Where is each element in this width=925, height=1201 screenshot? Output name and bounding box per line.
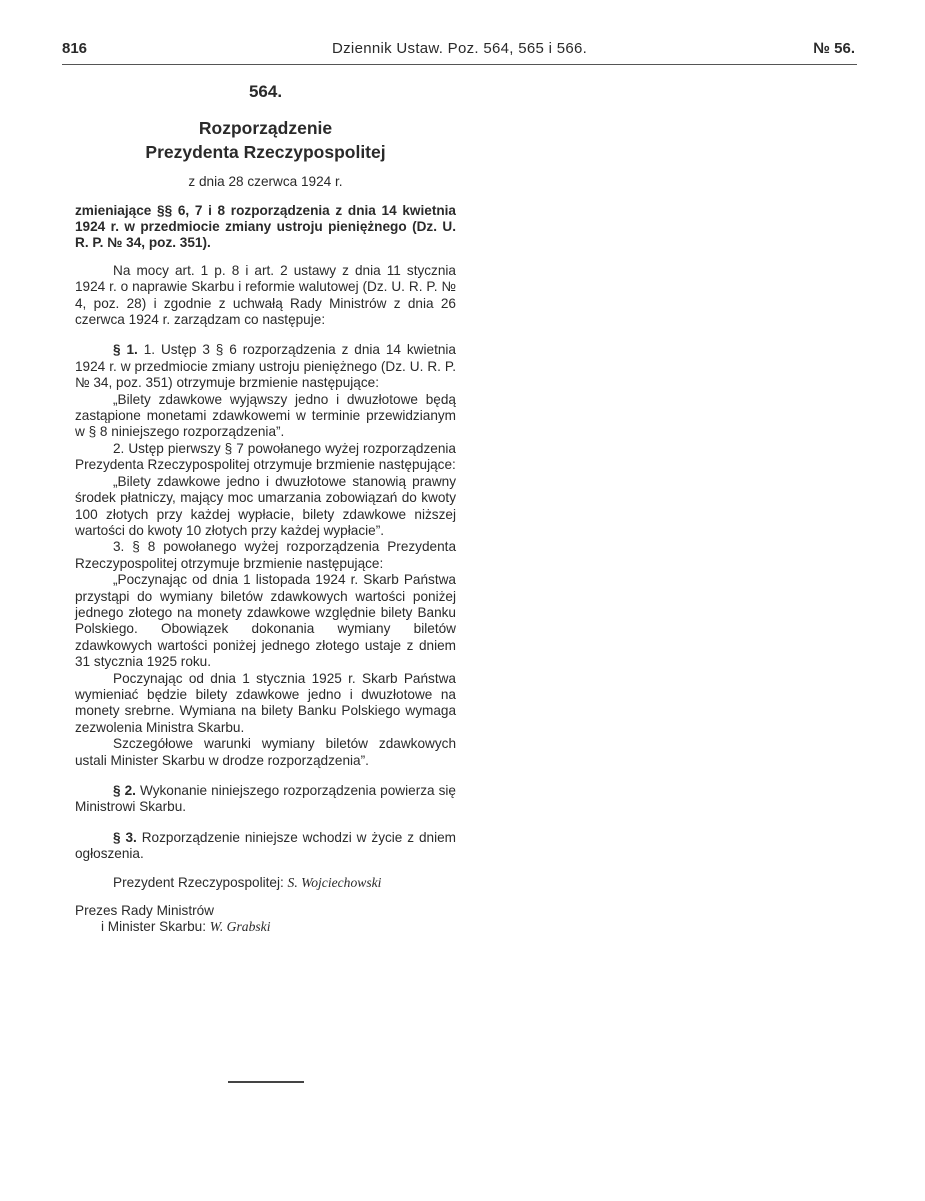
signature-pm-role-1: Prezes Rady Ministrów [75, 903, 214, 919]
signature-pm-role-line-2 [75, 919, 456, 935]
header-rule [62, 64, 857, 65]
section-2-text: Wykonanie niniejszego rozporządzenia powierza się Ministrowi Skarbu. [75, 783, 456, 815]
page-header [62, 40, 855, 62]
end-rule [228, 1081, 304, 1083]
title-line-1: Rozporządzenie [198, 118, 333, 139]
section-3-text: Rozporządzenie niniejsze wchodzi w życie z dniem ogłoszenia. [75, 829, 456, 862]
section-1-quote-3b: Poczynając od dnia 1 stycznia 1925 r. Skarb Państwa wymieniać będzie bilety zdawkowe jedno i dwuzłotowe na monety srebrne. Wymiana na bilety Banku Polskiego wymaga zezwolenia Ministra Skarbu. [75, 670, 456, 735]
section-1-para-2: 2. Ustęp pierwszy § 7 powołanego wyżej rozporządzenia Prezydenta Rzeczypospolitej otrzymuje brzmienie następujące: [75, 440, 456, 473]
document-date: z dnia 28 czerwca 1924 r. [188, 174, 343, 190]
section-3-label: § 3. [113, 829, 137, 845]
signature-pm-role-2: i Minister Skarbu: [101, 919, 207, 935]
preamble: Na mocy art. 1 p. 8 i art. 2 ustawy z dnia 11 stycznia 1924 r. o naprawie Skarbu i reformie walutowej (Dz. U. R. P. № 4, poz. 28) i zgodnie z uchwałą Rady Ministrów z dnia 26 czerwca 1924 r. zarządzam co następuje: [75, 262, 456, 328]
section-1-para-1-text: 1. Ustęp 3 § 6 rozporządzenia z dnia 14 kwietnia 1924 r. w przedmiocie zmiany ustroju pieniężnego (Dz. U. R. P. № 34, poz. 351) otrzymuje brzmienie następujące: [75, 342, 456, 391]
section-2-label: § 2. [113, 783, 136, 798]
section-3 [75, 830, 456, 863]
signature-president-name: S. Wojciechowski [287, 874, 382, 890]
document-subject: zmieniające §§ 6, 7 i 8 rozporządzenia z dnia 14 kwietnia 1924 r. w przedmiocie zmiany ustroju pieniężnego (Dz. U. R. P. № 34, poz. 351). [75, 202, 456, 250]
section-1-quote-2: „Bilety zdawkowe jedno i dwuzłotowe stanowią prawny środek płatniczy, mający moc umarzania zobowiązań do kwoty 100 złotych przy każdej wypłacie, bilety zdawkowe niższej wartości do kwoty 10 złotych przy każdej wypłacie”. [75, 473, 456, 538]
section-1-quote-3c: Szczegółowe warunki wymiany biletów zdawkowych ustali Minister Skarbu w drodze rozporządzenia”. [75, 736, 456, 768]
title-line-2: Prezydenta Rzeczypospolitej [145, 142, 386, 163]
signature-prime-minister [75, 903, 456, 936]
position-number: 564. [248, 82, 283, 101]
section-1-quote-1: „Bilety zdawkowe wyjąwszy jedno i dwuzłotowe będą zastąpione monetami zdawkowemi w terminie przewidzianym w § 8 niniejszego rozporządzenia”. [75, 391, 456, 440]
document-title [75, 116, 456, 164]
journal-title: Dziennik Ustaw. Poz. 564, 565 i 566. [332, 40, 588, 57]
signature-pm-name: W. Grabski [209, 919, 271, 935]
section-1-para-1 [75, 342, 456, 391]
signature-president [75, 875, 456, 891]
section-1-quote-3a: „Poczynając od dnia 1 listopada 1924 r. Skarb Państwa przystąpi do wymiany biletów zdawkowych wartości poniżej jednego złotego na monety zdawkowe względnie bilety Banku Polskiego. Obowiązek dokonania wymiany biletów zdawkowych wartości poniżej jednego złotego ustaje z dniem 31 stycznia 1925 roku. [75, 572, 456, 670]
page-number: 816 [62, 40, 88, 57]
section-2 [75, 783, 456, 816]
document-column [75, 84, 456, 936]
section-1-label: § 1. [113, 342, 138, 358]
signature-president-role: Prezydent Rzeczypospolitej: [113, 874, 284, 890]
section-1-para-3: 3. § 8 powołanego wyżej rozporządzenia Prezydenta Rzeczypospolitej otrzymuje brzmienie następujące: [75, 539, 456, 571]
issue-number: № 56. [813, 40, 855, 57]
